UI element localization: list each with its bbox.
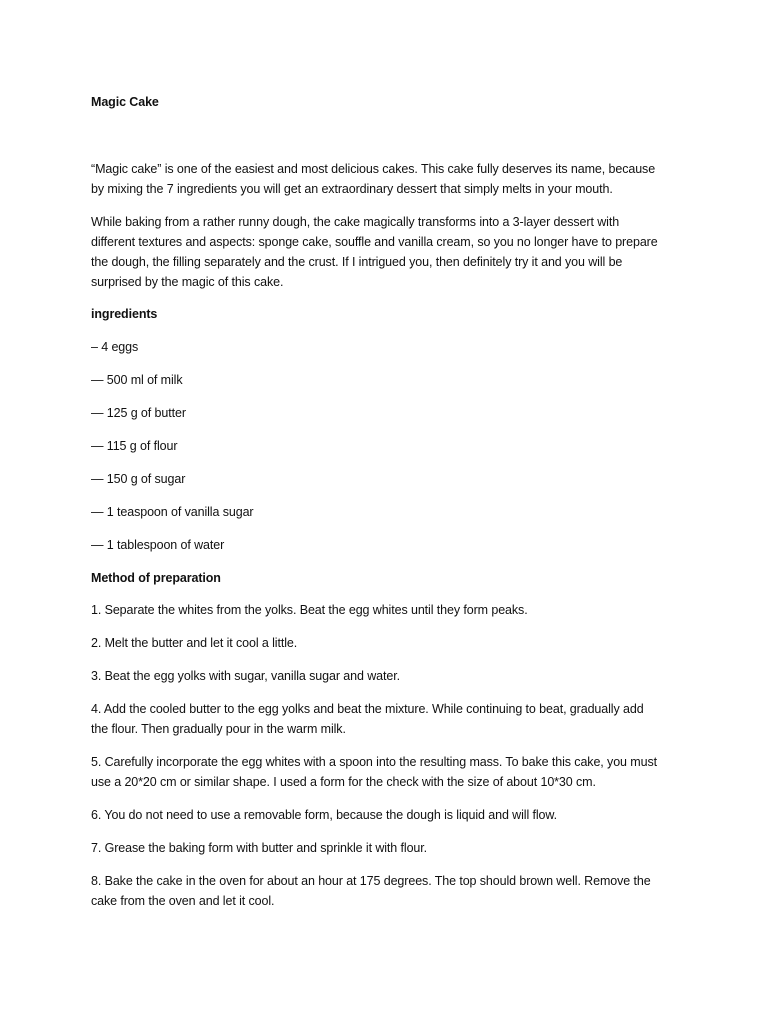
ingredient-item: — 500 ml of milk [91, 373, 183, 387]
method-heading: Method of preparation [91, 571, 221, 585]
method-step-5-line-2: use a 20*20 cm or similar shape. I used a form for the check with the size of about 10*30 cm. [91, 775, 596, 789]
ingredients-heading: ingredients [91, 307, 158, 321]
document-title: Magic Cake [91, 95, 159, 109]
method-step-4-line-2: the flour. Then gradually pour in the warm milk. [91, 722, 346, 736]
ingredient-item: – 4 eggs [91, 340, 139, 354]
method-step-4-line-1: 4. Add the cooled butter to the egg yolks and beat the mixture. While continuing to beat, gradually add [91, 702, 644, 716]
ingredient-item: — 150 g of sugar [91, 472, 186, 486]
method-step-3: 3. Beat the egg yolks with sugar, vanilla sugar and water. [91, 669, 400, 683]
method-step-6: 6. You do not need to use a removable form, because the dough is liquid and will flow. [91, 808, 558, 822]
intro-paragraph-2-line-2: different textures and aspects: sponge cake, souffle and vanilla cream, so you no longer have to prepare [91, 235, 658, 249]
ingredient-item: — 115 g of flour [91, 439, 178, 453]
method-step-5-line-1: 5. Carefully incorporate the egg whites with a spoon into the resulting mass. To bake this cake, you must [91, 755, 657, 769]
ingredient-item: — 1 teaspoon of vanilla sugar [91, 505, 254, 519]
intro-paragraph-2-line-3: the dough, the filling separately and the crust. If I intrigued you, then definitely try it and you will be [91, 255, 623, 269]
ingredient-item: — 125 g of butter [91, 406, 186, 420]
method-step-8-line-1: 8. Bake the cake in the oven for about an hour at 175 degrees. The top should brown well. Remove the [91, 874, 651, 888]
ingredient-item: — 1 tablespoon of water [91, 538, 225, 552]
method-step-8-line-2: cake from the oven and let it cool. [91, 894, 275, 908]
method-step-1: 1. Separate the whites from the yolks. Beat the egg whites until they form peaks. [91, 603, 528, 617]
intro-paragraph-1-line-1: “Magic cake” is one of the easiest and most delicious cakes. This cake fully deserves its name, because [91, 162, 656, 176]
method-step-7: 7. Grease the baking form with butter and sprinkle it with flour. [91, 841, 428, 855]
intro-paragraph-2-line-1: While baking from a rather runny dough, the cake magically transforms into a 3-layer dessert with [91, 215, 620, 229]
intro-paragraph-2-line-4: surprised by the magic of this cake. [91, 275, 284, 289]
intro-paragraph-1-line-2: by mixing the 7 ingredients you will get an extraordinary dessert that simply melts in your mouth. [91, 182, 613, 196]
method-step-2: 2. Melt the butter and let it cool a little. [91, 636, 298, 650]
